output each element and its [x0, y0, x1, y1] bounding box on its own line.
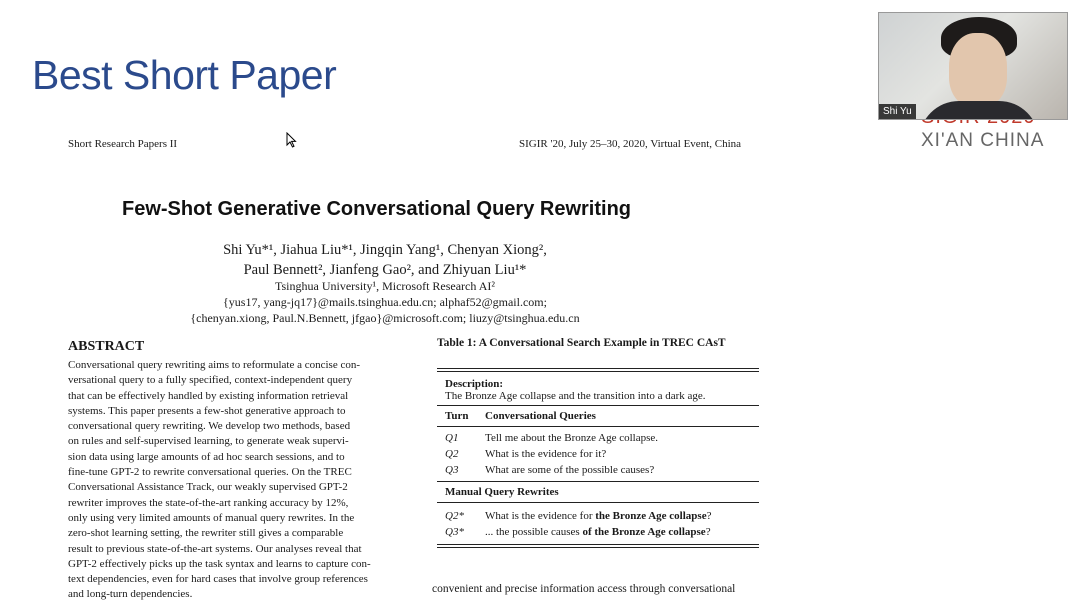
table-row [437, 430, 759, 446]
paper-authors [185, 240, 585, 280]
table-row [437, 508, 759, 524]
abstract-line: systems. This paper presents a few-shot generative approach to [68, 404, 346, 417]
abstract-heading: ABSTRACT [68, 339, 145, 354]
turn-label: Q2* [445, 510, 464, 522]
speaker-face [949, 33, 1007, 107]
paper-affiliations [175, 278, 595, 326]
abstract-line: zero-shot learning setting, the rewriter still gives a comparable [68, 527, 344, 540]
abstract-line: sion data using large amounts of ad hoc search sessions, and to [68, 450, 345, 463]
abstract-body [68, 358, 400, 603]
rewrite-text [485, 526, 711, 538]
description-label: Description: [445, 378, 504, 390]
rewrite-bold: of the Bronze Age collapse [582, 526, 706, 538]
rewrite-prefix: What is the evidence for [485, 510, 596, 522]
abstract-line: that can be effectively handled by existing information retrieval [68, 389, 349, 402]
paper-header-right: SIGIR '20, July 25–30, 2020, Virtual Event, China [519, 138, 742, 150]
slide-title: Best Short Paper [32, 52, 337, 98]
turn-label: Q2 [445, 448, 459, 460]
paper-title: Few-Shot Generative Conversational Query Rewriting [122, 198, 632, 220]
manual-rewrites-heading: Manual Query Rewrites [445, 486, 559, 498]
example-table [437, 368, 759, 548]
abstract-line: Conversational query rewriting aims to reformulate a concise con- [68, 359, 361, 371]
abstract-line: fine-tune GPT-2 to rewrite conversational queries. On the TREC [68, 466, 352, 479]
paper-header-left: Short Research Papers II [68, 138, 178, 150]
turn-label: Q1 [445, 432, 459, 444]
abstract-line: only using very limited amounts of manual query rewrites. In the [68, 511, 355, 524]
rewrite-suffix: ? [705, 526, 711, 538]
abstract-line: GPT-2 effectively picks up the task syntax and learns to capture con- [68, 557, 371, 570]
table-row [437, 446, 759, 462]
emails-line2: {chenyan.xiong, Paul.N.Bennett, jfgao}@microsoft.com; liuzy@tsinghua.edu.cn [190, 311, 580, 325]
table-header-row [437, 406, 759, 426]
rewrite-rows [437, 503, 759, 544]
col-turn: Turn [445, 410, 469, 422]
emails-line1: {yus17, yang-jq17}@mails.tsinghua.edu.cn; alphaf52@gmail.com; [223, 295, 547, 309]
abstract-line: on rules and self-supervised learning, to generate weak supervi- [68, 435, 349, 448]
table-row [437, 462, 759, 481]
query-rows [437, 427, 759, 481]
rewrite-suffix: ? [706, 510, 712, 522]
participant-name: Shi Yu [879, 104, 916, 119]
table-bottom-rule [437, 544, 759, 548]
abstract-line: text dependencies, even for hard cases that involve group references [68, 573, 368, 586]
rewrite-prefix: ... the possible causes [485, 526, 583, 538]
video-thumbnail[interactable] [878, 12, 1068, 120]
body-text-snippet: convenient and precise information access through conversational [432, 583, 736, 595]
rewrite-bold: the Bronze Age collapse [595, 510, 707, 522]
abstract-line: versational query to a fully specified, context-independent query [68, 374, 353, 387]
affiliations: Tsinghua University¹, Microsoft Research AI² [275, 279, 495, 293]
table-row [437, 524, 759, 540]
table-description [437, 372, 759, 405]
authors-line1: Shi Yu*¹, Jiahua Liu*¹, Jingqin Yang¹, Chenyan Xiong², [223, 242, 547, 258]
mouse-cursor-icon [286, 132, 298, 148]
venue-line2: XI'AN CHINA [921, 130, 1045, 151]
table-caption: Table 1: A Conversational Search Example in TREC CAsT [437, 337, 726, 349]
abstract-line: conversational query rewriting. We develop two methods, based [68, 420, 351, 433]
authors-line2: Paul Bennett², Jianfeng Gao², and Zhiyuan Liu¹* [243, 262, 527, 278]
query-text: What is the evidence for it? [485, 448, 607, 460]
col-queries: Conversational Queries [485, 410, 596, 422]
query-text: Tell me about the Bronze Age collapse. [485, 432, 659, 444]
query-text: What are some of the possible causes? [485, 464, 655, 476]
rewrite-text [485, 510, 711, 522]
abstract-line: result to previous state-of-the-art systems. Our analyses reveal that [68, 542, 362, 555]
speaker-body [919, 101, 1039, 120]
abstract-line: and long-turn dependencies. [68, 588, 193, 601]
abstract-line: rewriter improves the state-of-the-art ranking accuracy by 12%, [68, 496, 349, 509]
abstract-line: Conversational Assistance Track, our weakly supervised GPT-2 [68, 481, 348, 494]
description-text: The Bronze Age collapse and the transition into a dark age. [445, 390, 706, 402]
turn-label: Q3* [445, 526, 464, 538]
turn-label: Q3 [445, 464, 459, 476]
